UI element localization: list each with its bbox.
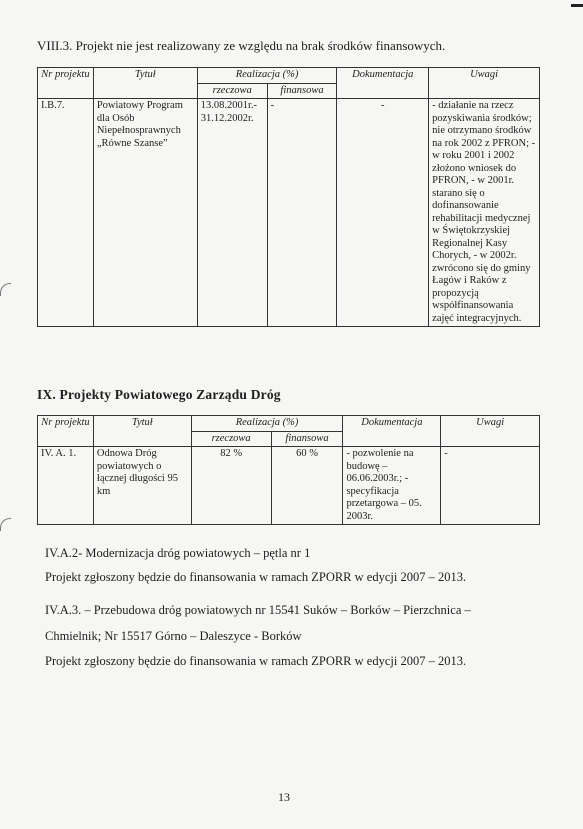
table-row [38,99,540,327]
table-row [38,447,540,525]
header-rzeczowa: rzeczowa [191,431,271,447]
scan-punch-mark [0,283,11,296]
cell-tytul: Powiatowy Program dla Osób Niepełnosprawnych „Równe Szanse” [93,99,197,327]
cell-uwagi: - działanie na rzecz pozyskiwania środków; nie otrzymano środków na rok 2002 z PFRON; - w roku 2001 i 2002 złożono wniosek do PFRON, - w 2001r. starano się o dofinansowanie rehabilitacji medycznej w Świętokrzyskiej Regionalnej Kasy Chorych, - w 2002r. zwrócono się do gminy Łagów i Raków z propozycją współfinansowania zajęć integracyjnych. [429,99,540,327]
paragraph: Projekt zgłoszony będzie do finansowania w ramach ZPORR w edycji 2007 – 2013. [45,570,467,584]
paragraph: Projekt zgłoszony będzie do finansowania w ramach ZPORR w edycji 2007 – 2013. [45,654,467,668]
section-title: IX. Projekty Powiatowego Zarządu Dróg [37,387,281,402]
paragraph: IV.A.2- Modernizacja dróg powiatowych – pętla nr 1 [45,546,311,560]
header-uwagi: Uwagi [429,68,540,99]
cell-uwagi: - [441,447,540,525]
cell-rzeczowa: 82 % [191,447,271,525]
header-tytul: Tytuł [93,68,197,99]
section-heading: VIII.3. Projekt nie jest realizowany ze względu na brak środków finansowych. [37,38,446,53]
cell-dokumentacja: - [337,99,429,327]
projects-table-1 [37,67,540,327]
header-finansowa: finansowa [267,83,337,99]
header-realizacja: Realizacja (%) [191,416,343,432]
projects-table-2 [37,415,540,525]
cell-finansowa: - [267,99,337,327]
header-rzeczowa: rzeczowa [197,83,267,99]
header-dokumentacja: Dokumentacja [343,416,441,447]
header-uwagi: Uwagi [441,416,540,447]
scan-corner-mark [571,4,583,7]
cell-tytul: Odnowa Dróg powiatowych o łącznej długości 95 km [93,447,191,525]
header-finansowa: finansowa [271,431,343,447]
cell-dokumentacja: - pozwolenie na budowę – 06.06.2003r.; - specyfikacja przetargowa – 05. 2003r. [343,447,441,525]
paragraph: IV.A.3. – Przebudowa dróg powiatowych nr 15541 Suków – Borków – Pierzchnica – [45,603,471,617]
cell-nr: I.B.7. [38,99,94,327]
header-nr: Nr projektu [38,68,94,99]
header-realizacja: Realizacja (%) [197,68,337,84]
header-nr: Nr projektu [38,416,94,447]
cell-rzeczowa: 13.08.2001r.- 31.12.2002r. [197,99,267,327]
cell-nr: IV. A. 1. [38,447,94,525]
paragraph: Chmielnik; Nr 15517 Górno – Daleszyce - Borków [45,629,302,643]
header-tytul: Tytuł [93,416,191,447]
header-dokumentacja: Dokumentacja [337,68,429,99]
cell-finansowa: 60 % [271,447,343,525]
page-number: 13 [278,790,290,804]
scan-punch-mark [0,518,11,531]
